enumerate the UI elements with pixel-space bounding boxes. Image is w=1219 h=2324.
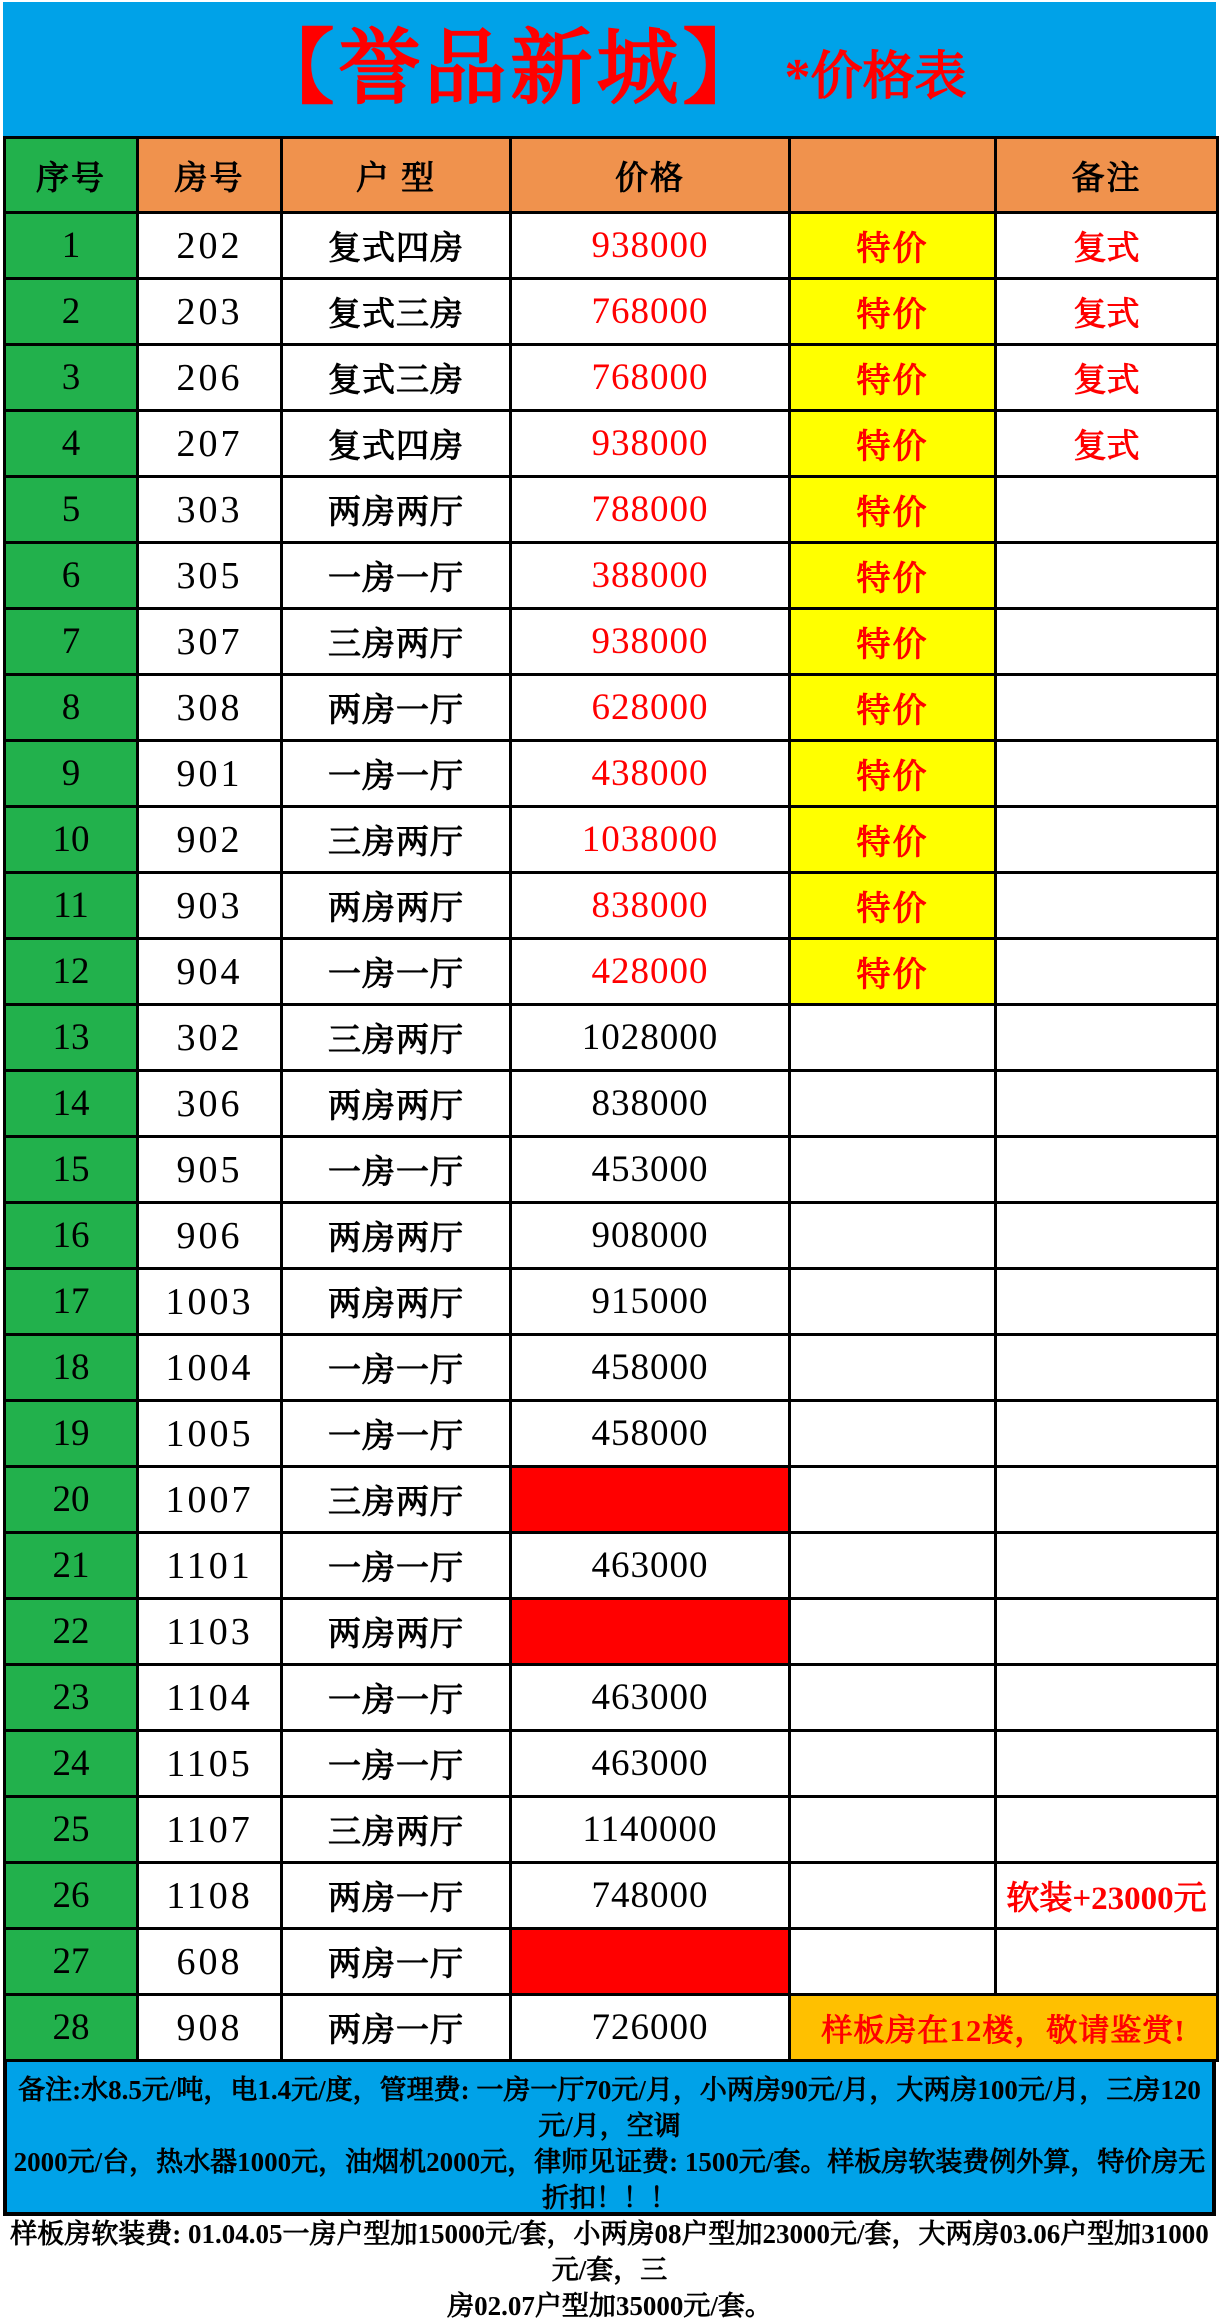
remark (996, 873, 1218, 939)
row-seq: 13 (5, 1005, 138, 1071)
table-row (5, 1533, 1218, 1599)
room-number: 903 (138, 873, 282, 939)
price: 726000 (511, 1995, 790, 2061)
table-row (5, 1401, 1218, 1467)
row-seq: 28 (5, 1995, 138, 2061)
row-seq: 1 (5, 213, 138, 279)
price: 463000 (511, 1731, 790, 1797)
unit-type: 三房两厅 (282, 807, 511, 873)
table-header (5, 138, 1218, 213)
remark: 复式 (996, 279, 1218, 345)
table-row (5, 1929, 1218, 1995)
remark: 软装+23000元 (996, 1863, 1218, 1929)
room-number: 608 (138, 1929, 282, 1995)
row-seq: 24 (5, 1731, 138, 1797)
price (511, 1929, 790, 1995)
unit-type: 两房两厅 (282, 477, 511, 543)
row-seq: 20 (5, 1467, 138, 1533)
unit-type: 三房两厅 (282, 1797, 511, 1863)
room-number: 302 (138, 1005, 282, 1071)
row-seq: 22 (5, 1599, 138, 1665)
row-seq: 9 (5, 741, 138, 807)
room-number: 1007 (138, 1467, 282, 1533)
unit-type: 一房一厅 (282, 1335, 511, 1401)
remark (996, 477, 1218, 543)
unit-type: 两房一厅 (282, 1995, 511, 2061)
row-seq: 27 (5, 1929, 138, 1995)
remark (996, 1335, 1218, 1401)
table-row (5, 1203, 1218, 1269)
unit-type: 一房一厅 (282, 1665, 511, 1731)
remark (996, 1929, 1218, 1995)
room-number: 1107 (138, 1797, 282, 1863)
table-row (5, 1863, 1218, 1929)
row-seq: 11 (5, 873, 138, 939)
room-number: 307 (138, 609, 282, 675)
special-tag: 特价 (790, 477, 996, 543)
remark (996, 1401, 1218, 1467)
price: 463000 (511, 1665, 790, 1731)
special-tag (790, 1467, 996, 1533)
price: 838000 (511, 1071, 790, 1137)
special-tag (790, 1005, 996, 1071)
remark (996, 1005, 1218, 1071)
row-seq: 19 (5, 1401, 138, 1467)
room-number: 1004 (138, 1335, 282, 1401)
unit-type: 两房一厅 (282, 1863, 511, 1929)
room-number: 1108 (138, 1863, 282, 1929)
table-row (5, 807, 1218, 873)
table-row (5, 477, 1218, 543)
special-tag (790, 1863, 996, 1929)
remark (996, 1599, 1218, 1665)
row-seq: 15 (5, 1137, 138, 1203)
special-tag (790, 1335, 996, 1401)
room-number: 306 (138, 1071, 282, 1137)
unit-type: 两房两厅 (282, 873, 511, 939)
special-tag: 特价 (790, 279, 996, 345)
table-row (5, 1071, 1218, 1137)
remark (996, 1467, 1218, 1533)
row-seq: 25 (5, 1797, 138, 1863)
table-row (5, 1599, 1218, 1665)
price: 938000 (511, 411, 790, 477)
price (511, 1467, 790, 1533)
room-number: 1105 (138, 1731, 282, 1797)
unit-type: 三房两厅 (282, 1467, 511, 1533)
price: 1140000 (511, 1797, 790, 1863)
row-seq: 7 (5, 609, 138, 675)
row-seq: 26 (5, 1863, 138, 1929)
special-tag (790, 1731, 996, 1797)
room-number: 303 (138, 477, 282, 543)
room-number: 1101 (138, 1533, 282, 1599)
header-price: 价格 (511, 138, 790, 213)
row-seq: 16 (5, 1203, 138, 1269)
remark (996, 741, 1218, 807)
room-number: 908 (138, 1995, 282, 2061)
header-remark: 备注 (996, 138, 1218, 213)
unit-type: 复式四房 (282, 213, 511, 279)
table-row (5, 345, 1218, 411)
price: 788000 (511, 477, 790, 543)
price: 768000 (511, 279, 790, 345)
row-seq: 6 (5, 543, 138, 609)
remark (996, 1071, 1218, 1137)
special-tag (790, 1665, 996, 1731)
unit-type: 一房一厅 (282, 1401, 511, 1467)
unit-type: 三房两厅 (282, 1005, 511, 1071)
special-tag: 特价 (790, 873, 996, 939)
table-row (5, 1995, 1218, 2061)
price: 915000 (511, 1269, 790, 1335)
unit-type: 两房一厅 (282, 1929, 511, 1995)
special-tag: 特价 (790, 807, 996, 873)
price: 463000 (511, 1533, 790, 1599)
row-seq: 17 (5, 1269, 138, 1335)
special-tag (790, 1401, 996, 1467)
row-seq: 23 (5, 1665, 138, 1731)
unit-type: 两房两厅 (282, 1071, 511, 1137)
unit-type: 三房两厅 (282, 609, 511, 675)
price: 768000 (511, 345, 790, 411)
remark (996, 1203, 1218, 1269)
unit-type: 两房两厅 (282, 1203, 511, 1269)
title-banner (3, 2, 1216, 136)
remark (996, 609, 1218, 675)
row-seq: 2 (5, 279, 138, 345)
remark: 复式 (996, 411, 1218, 477)
unit-type: 复式四房 (282, 411, 511, 477)
special-tag: 特价 (790, 675, 996, 741)
row-seq: 3 (5, 345, 138, 411)
room-number: 207 (138, 411, 282, 477)
special-tag (790, 1599, 996, 1665)
price (511, 1599, 790, 1665)
unit-type: 一房一厅 (282, 1731, 511, 1797)
special-tag (790, 1929, 996, 1995)
price: 748000 (511, 1863, 790, 1929)
room-number: 1103 (138, 1599, 282, 1665)
header-room: 房号 (138, 138, 282, 213)
footer-note-line: 2000元/台，热水器1000元，油烟机2000元，律师见证费: 1500元/套。样板房软装费例外算，特价房无折扣！！！ (13, 2147, 1206, 2213)
table-row (5, 609, 1218, 675)
remark (996, 1665, 1218, 1731)
unit-type: 一房一厅 (282, 1533, 511, 1599)
room-number: 905 (138, 1137, 282, 1203)
remark (996, 543, 1218, 609)
header-seq: 序号 (5, 138, 138, 213)
table-row (5, 1467, 1218, 1533)
header-tag (790, 138, 996, 213)
remark (996, 1533, 1218, 1599)
row-seq: 8 (5, 675, 138, 741)
special-tag: 特价 (790, 411, 996, 477)
special-tag (790, 1071, 996, 1137)
price: 838000 (511, 873, 790, 939)
table-row (5, 1731, 1218, 1797)
table-row (5, 1269, 1218, 1335)
remark: 复式 (996, 213, 1218, 279)
room-number: 1005 (138, 1401, 282, 1467)
price: 458000 (511, 1335, 790, 1401)
special-tag (790, 1269, 996, 1335)
price: 908000 (511, 1203, 790, 1269)
room-number: 906 (138, 1203, 282, 1269)
price: 938000 (511, 609, 790, 675)
unit-type: 一房一厅 (282, 543, 511, 609)
unit-type: 两房一厅 (282, 675, 511, 741)
price: 628000 (511, 675, 790, 741)
row-seq: 10 (5, 807, 138, 873)
table-row (5, 213, 1218, 279)
special-tag (790, 1203, 996, 1269)
table-row (5, 1335, 1218, 1401)
price: 453000 (511, 1137, 790, 1203)
remark (996, 675, 1218, 741)
page-title: 【誉品新城】 (252, 23, 769, 114)
remark (996, 807, 1218, 873)
footer-note (3, 2062, 1216, 2321)
room-number: 202 (138, 213, 282, 279)
table-row (5, 543, 1218, 609)
row-seq: 14 (5, 1071, 138, 1137)
table-body (5, 213, 1218, 2061)
table-row (5, 1665, 1218, 1731)
room-number: 902 (138, 807, 282, 873)
price: 458000 (511, 1401, 790, 1467)
remark (996, 1797, 1218, 1863)
room-number: 305 (138, 543, 282, 609)
remark (996, 1269, 1218, 1335)
price: 388000 (511, 543, 790, 609)
table-row (5, 1137, 1218, 1203)
special-tag: 特价 (790, 213, 996, 279)
sample-room-note: 样板房在12楼，敬请鉴赏! (790, 1995, 1218, 2061)
footer-note-line: 样板房软装费: 01.04.05一房户型加15000元/套，小两房08户型加23000元/套，大两房03.06户型加31000元/套，三 (10, 2219, 1209, 2285)
unit-type: 复式三房 (282, 279, 511, 345)
footer-note-line: 房02.07户型加35000元/套。 (447, 2291, 772, 2321)
table-row (5, 741, 1218, 807)
unit-type: 一房一厅 (282, 939, 511, 1005)
price: 1028000 (511, 1005, 790, 1071)
unit-type: 一房一厅 (282, 741, 511, 807)
row-seq: 5 (5, 477, 138, 543)
remark: 复式 (996, 345, 1218, 411)
special-tag (790, 1533, 996, 1599)
footer-note-line: 备注:水8.5元/吨，电1.4元/度，管理费: 一房一厅70元/月，小两房90元/月，大两房100元/月，三房120元/月，空调 (18, 2075, 1201, 2141)
price: 1038000 (511, 807, 790, 873)
remark (996, 1137, 1218, 1203)
room-number: 1104 (138, 1665, 282, 1731)
special-tag: 特价 (790, 939, 996, 1005)
price-table (3, 136, 1219, 2062)
special-tag (790, 1137, 996, 1203)
remark (996, 939, 1218, 1005)
room-number: 203 (138, 279, 282, 345)
special-tag: 特价 (790, 543, 996, 609)
room-number: 1003 (138, 1269, 282, 1335)
room-number: 206 (138, 345, 282, 411)
price: 938000 (511, 213, 790, 279)
table-row (5, 675, 1218, 741)
special-tag: 特价 (790, 609, 996, 675)
special-tag (790, 1797, 996, 1863)
header-row (5, 138, 1218, 213)
header-type: 户 型 (282, 138, 511, 213)
room-number: 904 (138, 939, 282, 1005)
page-subtitle: *价格表 (784, 49, 967, 106)
unit-type: 复式三房 (282, 345, 511, 411)
room-number: 308 (138, 675, 282, 741)
row-seq: 21 (5, 1533, 138, 1599)
table-row (5, 411, 1218, 477)
unit-type: 两房两厅 (282, 1599, 511, 1665)
special-tag: 特价 (790, 741, 996, 807)
table-row (5, 1797, 1218, 1863)
remark (996, 1731, 1218, 1797)
row-seq: 4 (5, 411, 138, 477)
row-seq: 12 (5, 939, 138, 1005)
unit-type: 两房两厅 (282, 1269, 511, 1335)
unit-type: 一房一厅 (282, 1137, 511, 1203)
table-row (5, 1005, 1218, 1071)
table-row (5, 279, 1218, 345)
row-seq: 18 (5, 1335, 138, 1401)
table-row (5, 873, 1218, 939)
room-number: 901 (138, 741, 282, 807)
price: 438000 (511, 741, 790, 807)
price: 428000 (511, 939, 790, 1005)
special-tag: 特价 (790, 345, 996, 411)
table-row (5, 939, 1218, 1005)
